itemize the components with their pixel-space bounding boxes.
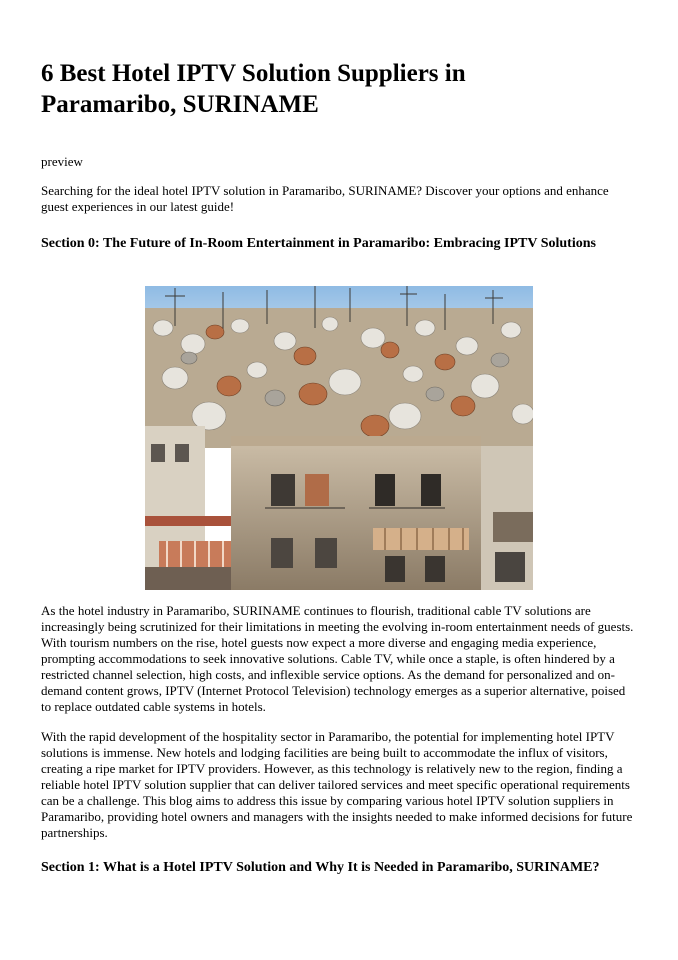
article-title: 6 Best Hotel IPTV Solution Suppliers in Paramaribo, SURINAME bbox=[41, 60, 466, 118]
satellite-dishes-rooftop-photo bbox=[145, 286, 533, 590]
body-paragraph-1: As the hotel industry in Paramaribo, SURINAME continues to flourish, traditional cable TV solutions are increasingly being scrutinized for their limitations in meeting the evolving in-room entertainment needs of guests. With tourism numbers on the rise, hotel guests now expect a more diverse and engaging media experience, prompting accommodations to seek innovative solutions. Cable TV, while once a staple, is often hindered by a restricted channel selection, high costs, and inflexible service options. As the demand for personalized and on-demand content grows, IPTV (Internet Protocol Television) technology emerges as a superior alternative, poised to replace outdated cable systems in hotels. bbox=[41, 603, 634, 714]
intro-paragraph: Searching for the ideal hotel IPTV solution in Paramaribo, SURINAME? Discover your options and enhance guest experiences in our latest guide! bbox=[41, 183, 609, 214]
preview-label: preview bbox=[41, 154, 83, 169]
section-1-heading: Section 1: What is a Hotel IPTV Solution and Why It is Needed in Paramaribo, SURINAME? bbox=[41, 860, 600, 875]
body-paragraph-2: With the rapid development of the hospitality sector in Paramaribo, the potential for implementing hotel IPTV solutions is immense. New hotels and lodging facilities are being built to accommodate the influx of visitors, creating a ripe market for IPTV providers. However, as this technology is relatively new to the region, finding a reliable hotel IPTV solution supplier that can deliver tailored services and meet specific operational requirements can be a challenge. This blog aims to address this issue by comparing various hotel IPTV solution suppliers in Paramaribo, providing hotel owners and managers with the insights needed to make informed decisions for future partnerships. bbox=[41, 729, 633, 840]
section-0-heading: Section 0: The Future of In-Room Entertainment in Paramaribo: Embracing IPTV Solutions bbox=[41, 236, 596, 251]
